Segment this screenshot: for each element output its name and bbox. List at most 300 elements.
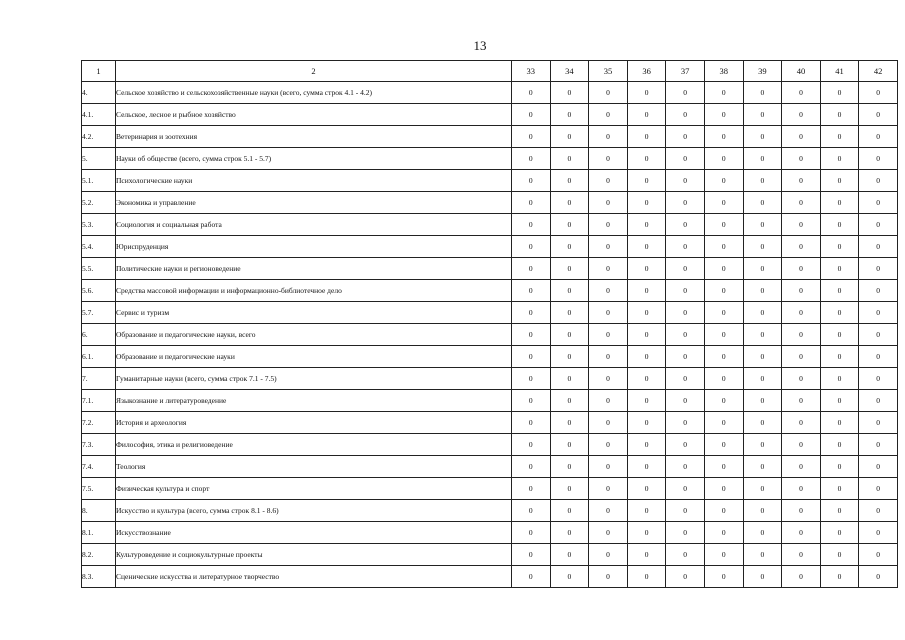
- row-value-cell: 0: [512, 104, 551, 126]
- row-value-cell: 0: [589, 390, 628, 412]
- row-code: 7.3.: [82, 434, 116, 456]
- row-value-cell: 0: [859, 192, 898, 214]
- row-name: Психологические науки: [116, 170, 512, 192]
- row-value-cell: 0: [704, 82, 743, 104]
- row-value-cell: 0: [782, 302, 821, 324]
- row-value-cell: 0: [589, 82, 628, 104]
- row-name: Культуроведение и социокультурные проекты: [116, 544, 512, 566]
- row-value-cell: 0: [627, 214, 666, 236]
- table-row: [82, 126, 898, 148]
- row-value-cell: 0: [512, 236, 551, 258]
- row-value-cell: 0: [512, 302, 551, 324]
- row-value-cell: 0: [627, 148, 666, 170]
- row-value-cell: 0: [512, 126, 551, 148]
- row-value-cell: 0: [627, 390, 666, 412]
- row-value-cell: 0: [859, 500, 898, 522]
- row-value-cell: 0: [550, 126, 589, 148]
- row-value-cell: 0: [666, 324, 705, 346]
- row-value-cell: 0: [743, 544, 782, 566]
- table-row: [82, 170, 898, 192]
- table-row: [82, 236, 898, 258]
- header-value-column: 41: [820, 61, 859, 82]
- row-value-cell: 0: [820, 236, 859, 258]
- row-value-cell: 0: [666, 104, 705, 126]
- row-value-cell: 0: [666, 302, 705, 324]
- row-value-cell: 0: [859, 104, 898, 126]
- row-value-cell: 0: [704, 500, 743, 522]
- row-value-cell: 0: [512, 280, 551, 302]
- row-value-cell: 0: [550, 82, 589, 104]
- row-value-cell: 0: [550, 258, 589, 280]
- row-value-cell: 0: [666, 544, 705, 566]
- row-value-cell: 0: [589, 566, 628, 588]
- row-value-cell: 0: [666, 126, 705, 148]
- row-value-cell: 0: [589, 522, 628, 544]
- row-value-cell: 0: [704, 478, 743, 500]
- row-value-cell: 0: [666, 522, 705, 544]
- table-row: [82, 346, 898, 368]
- row-value-cell: 0: [820, 412, 859, 434]
- row-value-cell: 0: [550, 478, 589, 500]
- row-value-cell: 0: [743, 236, 782, 258]
- row-value-cell: 0: [550, 236, 589, 258]
- row-value-cell: 0: [704, 302, 743, 324]
- row-value-cell: 0: [704, 236, 743, 258]
- row-code: 6.1.: [82, 346, 116, 368]
- row-value-cell: 0: [859, 412, 898, 434]
- table-row: [82, 82, 898, 104]
- row-value-cell: 0: [782, 324, 821, 346]
- row-code: 8.: [82, 500, 116, 522]
- row-value-cell: 0: [627, 192, 666, 214]
- row-value-cell: 0: [743, 82, 782, 104]
- row-value-cell: 0: [512, 478, 551, 500]
- row-value-cell: 0: [859, 346, 898, 368]
- row-value-cell: 0: [589, 544, 628, 566]
- header-value-column: 34: [550, 61, 589, 82]
- row-code: 5.: [82, 148, 116, 170]
- row-value-cell: 0: [627, 302, 666, 324]
- table-row: [82, 324, 898, 346]
- table-row: [82, 148, 898, 170]
- row-value-cell: 0: [782, 214, 821, 236]
- row-value-cell: 0: [859, 126, 898, 148]
- row-value-cell: 0: [820, 346, 859, 368]
- row-value-cell: 0: [782, 280, 821, 302]
- row-value-cell: 0: [627, 126, 666, 148]
- row-value-cell: 0: [512, 346, 551, 368]
- row-value-cell: 0: [704, 280, 743, 302]
- row-value-cell: 0: [859, 258, 898, 280]
- row-value-cell: 0: [782, 566, 821, 588]
- header-value-column: 35: [589, 61, 628, 82]
- row-code: 7.2.: [82, 412, 116, 434]
- row-value-cell: 0: [704, 566, 743, 588]
- row-name: Образование и педагогические науки, всего: [116, 324, 512, 346]
- row-value-cell: 0: [627, 280, 666, 302]
- row-value-cell: 0: [859, 522, 898, 544]
- row-value-cell: 0: [782, 434, 821, 456]
- row-code: 6.: [82, 324, 116, 346]
- header-value-column: 37: [666, 61, 705, 82]
- row-value-cell: 0: [782, 126, 821, 148]
- row-code: 5.2.: [82, 192, 116, 214]
- row-value-cell: 0: [666, 214, 705, 236]
- row-value-cell: 0: [743, 280, 782, 302]
- row-name: Социология и социальная работа: [116, 214, 512, 236]
- row-value-cell: 0: [550, 390, 589, 412]
- row-value-cell: 0: [666, 434, 705, 456]
- row-value-cell: 0: [512, 412, 551, 434]
- row-value-cell: 0: [666, 170, 705, 192]
- row-value-cell: 0: [627, 412, 666, 434]
- row-value-cell: 0: [859, 302, 898, 324]
- table-row: [82, 478, 898, 500]
- table-row: [82, 258, 898, 280]
- row-value-cell: 0: [782, 522, 821, 544]
- row-value-cell: 0: [589, 280, 628, 302]
- row-value-cell: 0: [704, 456, 743, 478]
- row-code: 5.7.: [82, 302, 116, 324]
- row-value-cell: 0: [782, 104, 821, 126]
- row-value-cell: 0: [627, 456, 666, 478]
- row-value-cell: 0: [743, 500, 782, 522]
- row-value-cell: 0: [512, 566, 551, 588]
- row-value-cell: 0: [704, 126, 743, 148]
- table-row: [82, 302, 898, 324]
- row-code: 5.4.: [82, 236, 116, 258]
- row-value-cell: 0: [627, 434, 666, 456]
- row-value-cell: 0: [627, 566, 666, 588]
- row-value-cell: 0: [589, 456, 628, 478]
- row-value-cell: 0: [743, 434, 782, 456]
- table-row: [82, 434, 898, 456]
- row-value-cell: 0: [704, 258, 743, 280]
- row-value-cell: 0: [589, 258, 628, 280]
- row-value-cell: 0: [859, 82, 898, 104]
- row-value-cell: 0: [550, 214, 589, 236]
- header-value-column: 42: [859, 61, 898, 82]
- row-name: Искусство и культура (всего, сумма строк 8.1 - 8.6): [116, 500, 512, 522]
- row-value-cell: 0: [589, 368, 628, 390]
- row-value-cell: 0: [550, 280, 589, 302]
- row-code: 4.1.: [82, 104, 116, 126]
- row-value-cell: 0: [512, 170, 551, 192]
- row-code: 7.1.: [82, 390, 116, 412]
- row-value-cell: 0: [550, 346, 589, 368]
- row-value-cell: 0: [704, 214, 743, 236]
- table-row: [82, 390, 898, 412]
- row-value-cell: 0: [820, 456, 859, 478]
- row-value-cell: 0: [743, 192, 782, 214]
- row-value-cell: 0: [743, 390, 782, 412]
- row-value-cell: 0: [589, 324, 628, 346]
- row-value-cell: 0: [589, 170, 628, 192]
- row-code: 7.4.: [82, 456, 116, 478]
- row-code: 5.6.: [82, 280, 116, 302]
- row-value-cell: 0: [743, 126, 782, 148]
- row-value-cell: 0: [666, 82, 705, 104]
- table-row: [82, 192, 898, 214]
- row-name: Юриспруденция: [116, 236, 512, 258]
- row-value-cell: 0: [589, 478, 628, 500]
- row-value-cell: 0: [704, 434, 743, 456]
- header-row: [82, 61, 898, 82]
- row-value-cell: 0: [743, 346, 782, 368]
- row-value-cell: 0: [666, 456, 705, 478]
- row-value-cell: 0: [589, 302, 628, 324]
- row-value-cell: 0: [589, 236, 628, 258]
- row-value-cell: 0: [666, 346, 705, 368]
- row-value-cell: 0: [782, 478, 821, 500]
- row-value-cell: 0: [512, 368, 551, 390]
- row-value-cell: 0: [550, 170, 589, 192]
- row-value-cell: 0: [859, 324, 898, 346]
- row-name: Теология: [116, 456, 512, 478]
- row-name: Образование и педагогические науки: [116, 346, 512, 368]
- row-value-cell: 0: [666, 478, 705, 500]
- row-value-cell: 0: [859, 544, 898, 566]
- row-value-cell: 0: [512, 148, 551, 170]
- row-value-cell: 0: [512, 82, 551, 104]
- table-row: [82, 280, 898, 302]
- row-value-cell: 0: [627, 544, 666, 566]
- row-value-cell: 0: [820, 390, 859, 412]
- row-value-cell: 0: [782, 192, 821, 214]
- row-name: Средства массовой информации и информационно-библиотечное дело: [116, 280, 512, 302]
- row-code: 4.: [82, 82, 116, 104]
- row-value-cell: 0: [666, 192, 705, 214]
- page-number: 13: [473, 38, 487, 53]
- row-value-cell: 0: [627, 82, 666, 104]
- header-value-column: 38: [704, 61, 743, 82]
- row-value-cell: 0: [820, 280, 859, 302]
- row-value-cell: 0: [820, 170, 859, 192]
- row-value-cell: 0: [627, 500, 666, 522]
- row-value-cell: 0: [550, 456, 589, 478]
- row-value-cell: 0: [820, 148, 859, 170]
- row-value-cell: 0: [512, 544, 551, 566]
- table-row: [82, 522, 898, 544]
- row-value-cell: 0: [704, 170, 743, 192]
- row-value-cell: 0: [782, 390, 821, 412]
- row-name: Науки об обществе (всего, сумма строк 5.1 - 5.7): [116, 148, 512, 170]
- row-value-cell: 0: [666, 258, 705, 280]
- row-value-cell: 0: [820, 566, 859, 588]
- row-value-cell: 0: [512, 258, 551, 280]
- row-value-cell: 0: [666, 148, 705, 170]
- row-value-cell: 0: [859, 214, 898, 236]
- row-value-cell: 0: [820, 192, 859, 214]
- row-value-cell: 0: [666, 368, 705, 390]
- row-value-cell: 0: [704, 148, 743, 170]
- row-value-cell: 0: [550, 522, 589, 544]
- row-value-cell: 0: [859, 434, 898, 456]
- row-value-cell: 0: [589, 346, 628, 368]
- row-value-cell: 0: [743, 148, 782, 170]
- header-value-column: 33: [512, 61, 551, 82]
- row-value-cell: 0: [666, 500, 705, 522]
- row-value-cell: 0: [820, 82, 859, 104]
- row-value-cell: 0: [859, 280, 898, 302]
- row-value-cell: 0: [820, 544, 859, 566]
- row-value-cell: 0: [743, 214, 782, 236]
- row-value-cell: 0: [512, 324, 551, 346]
- row-value-cell: 0: [666, 566, 705, 588]
- row-value-cell: 0: [782, 368, 821, 390]
- row-value-cell: 0: [782, 500, 821, 522]
- row-value-cell: 0: [627, 478, 666, 500]
- row-value-cell: 0: [859, 236, 898, 258]
- row-value-cell: 0: [589, 192, 628, 214]
- row-value-cell: 0: [743, 258, 782, 280]
- row-value-cell: 0: [512, 390, 551, 412]
- row-value-cell: 0: [782, 412, 821, 434]
- row-value-cell: 0: [704, 192, 743, 214]
- row-value-cell: 0: [627, 346, 666, 368]
- report-table: [81, 60, 898, 588]
- row-value-cell: 0: [859, 456, 898, 478]
- row-value-cell: 0: [627, 522, 666, 544]
- row-value-cell: 0: [859, 390, 898, 412]
- row-value-cell: 0: [704, 368, 743, 390]
- row-value-cell: 0: [820, 478, 859, 500]
- row-name: Гуманитарные науки (всего, сумма строк 7.1 - 7.5): [116, 368, 512, 390]
- row-value-cell: 0: [859, 170, 898, 192]
- row-name: Сервис и туризм: [116, 302, 512, 324]
- row-value-cell: 0: [512, 214, 551, 236]
- row-value-cell: 0: [704, 390, 743, 412]
- row-value-cell: 0: [782, 170, 821, 192]
- table-row: [82, 412, 898, 434]
- table-row: [82, 104, 898, 126]
- row-code: 5.5.: [82, 258, 116, 280]
- row-value-cell: 0: [859, 566, 898, 588]
- row-value-cell: 0: [820, 434, 859, 456]
- row-value-cell: 0: [512, 434, 551, 456]
- row-value-cell: 0: [782, 148, 821, 170]
- row-value-cell: 0: [820, 214, 859, 236]
- row-name: Ветеринария и зоотехния: [116, 126, 512, 148]
- row-name: Политические науки и регионоведение: [116, 258, 512, 280]
- row-value-cell: 0: [743, 368, 782, 390]
- row-value-cell: 0: [550, 302, 589, 324]
- row-code: 7.: [82, 368, 116, 390]
- row-code: 8.2.: [82, 544, 116, 566]
- row-value-cell: 0: [859, 148, 898, 170]
- row-value-cell: 0: [743, 412, 782, 434]
- row-value-cell: 0: [512, 456, 551, 478]
- table-row: [82, 566, 898, 588]
- row-value-cell: 0: [550, 368, 589, 390]
- row-value-cell: 0: [743, 104, 782, 126]
- row-name: Физическая культура и спорт: [116, 478, 512, 500]
- row-value-cell: 0: [589, 214, 628, 236]
- row-code: 4.2.: [82, 126, 116, 148]
- row-code: 5.1.: [82, 170, 116, 192]
- row-value-cell: 0: [820, 500, 859, 522]
- row-value-cell: 0: [782, 258, 821, 280]
- row-value-cell: 0: [782, 82, 821, 104]
- header-name-column: 2: [116, 61, 512, 82]
- row-name: Сельское хозяйство и сельскохозяйственные науки (всего, сумма строк 4.1 - 4.2): [116, 82, 512, 104]
- row-name: Сельское, лесное и рыбное хозяйство: [116, 104, 512, 126]
- table-row: [82, 500, 898, 522]
- row-value-cell: 0: [550, 104, 589, 126]
- row-value-cell: 0: [550, 566, 589, 588]
- row-value-cell: 0: [627, 258, 666, 280]
- row-value-cell: 0: [820, 302, 859, 324]
- header-value-column: 39: [743, 61, 782, 82]
- table-header: [82, 61, 898, 82]
- row-value-cell: 0: [820, 126, 859, 148]
- row-value-cell: 0: [627, 368, 666, 390]
- row-value-cell: 0: [743, 324, 782, 346]
- table-body: [82, 82, 898, 588]
- row-code: 8.1.: [82, 522, 116, 544]
- row-name: Экономика и управление: [116, 192, 512, 214]
- row-value-cell: 0: [589, 500, 628, 522]
- table-row: [82, 544, 898, 566]
- row-name: Искусствознание: [116, 522, 512, 544]
- header-code-column: 1: [82, 61, 116, 82]
- row-value-cell: 0: [550, 192, 589, 214]
- row-value-cell: 0: [550, 148, 589, 170]
- row-value-cell: 0: [627, 236, 666, 258]
- row-name: Языкознание и литературоведение: [116, 390, 512, 412]
- row-value-cell: 0: [550, 412, 589, 434]
- row-value-cell: 0: [627, 170, 666, 192]
- row-value-cell: 0: [512, 500, 551, 522]
- row-value-cell: 0: [743, 522, 782, 544]
- row-value-cell: 0: [704, 544, 743, 566]
- table-row: [82, 214, 898, 236]
- row-value-cell: 0: [704, 346, 743, 368]
- row-code: 5.3.: [82, 214, 116, 236]
- row-value-cell: 0: [859, 368, 898, 390]
- row-value-cell: 0: [704, 104, 743, 126]
- row-value-cell: 0: [550, 544, 589, 566]
- row-value-cell: 0: [589, 104, 628, 126]
- row-value-cell: 0: [512, 522, 551, 544]
- row-code: 8.3.: [82, 566, 116, 588]
- header-value-column: 40: [782, 61, 821, 82]
- row-value-cell: 0: [627, 104, 666, 126]
- row-value-cell: 0: [589, 434, 628, 456]
- row-value-cell: 0: [666, 280, 705, 302]
- row-value-cell: 0: [589, 126, 628, 148]
- row-value-cell: 0: [820, 324, 859, 346]
- row-value-cell: 0: [820, 368, 859, 390]
- row-value-cell: 0: [704, 324, 743, 346]
- row-value-cell: 0: [743, 566, 782, 588]
- row-value-cell: 0: [820, 258, 859, 280]
- header-value-column: 36: [627, 61, 666, 82]
- row-value-cell: 0: [820, 522, 859, 544]
- row-name: Сценические искусства и литературное творчество: [116, 566, 512, 588]
- row-value-cell: 0: [782, 236, 821, 258]
- row-value-cell: 0: [820, 104, 859, 126]
- row-value-cell: 0: [627, 324, 666, 346]
- row-value-cell: 0: [782, 544, 821, 566]
- row-name: Философия, этика и религиоведение: [116, 434, 512, 456]
- row-value-cell: 0: [743, 456, 782, 478]
- row-value-cell: 0: [589, 412, 628, 434]
- row-value-cell: 0: [512, 192, 551, 214]
- row-code: 7.5.: [82, 478, 116, 500]
- row-value-cell: 0: [589, 148, 628, 170]
- row-value-cell: 0: [859, 478, 898, 500]
